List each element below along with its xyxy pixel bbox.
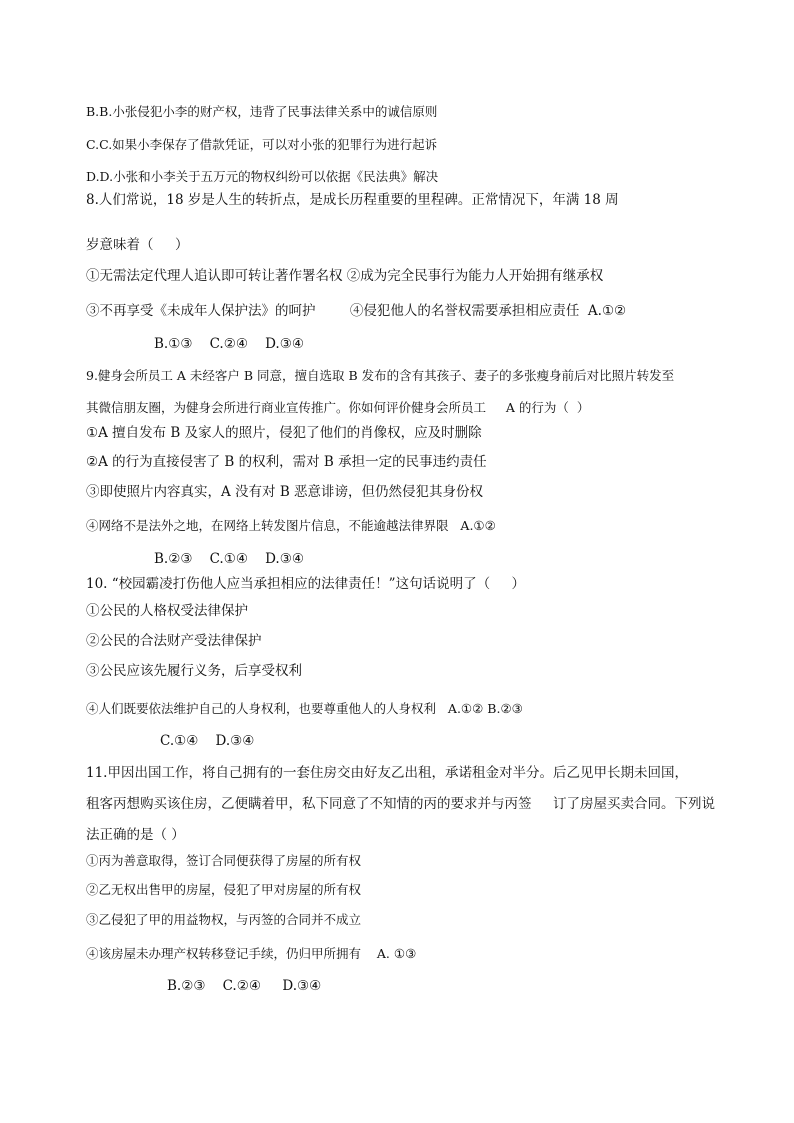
question-11-choice-2: ②乙无权出售甲的房屋，侵犯了甲对房屋的所有权 — [86, 882, 362, 897]
question-10-choice-1: ①公民的人格权受法律保护 — [86, 603, 248, 619]
question-9-choice-3: ③即使照片内容真实，A 没有对 B 恶意诽谤，但仍然侵犯其身份权 — [86, 484, 484, 500]
question-8-choice-3-4: ③不再享受《未成年人保护法》的呵护 ④侵犯他人的名誉权需要承担相应责任 A.①② — [86, 303, 627, 319]
question-10-choice-2: ②公民的合法财产受法律保护 — [86, 633, 262, 649]
question-8-choice-1-2: ①无需法定代理人追认即可转让著作署名权 ②成为完全民事行为能力人开始拥有继承权 — [86, 268, 604, 284]
question-8-stem-cont: 岁意味着（ ） — [86, 237, 189, 253]
question-10-stem: 10. “校园霸凌打伤他人应当承担相应的法律责任！”这句话说明了（ ） — [86, 576, 526, 592]
question-10-choice-4: ④人们既要依法维护自己的人身权利，也要尊重他人的人身权利 A.①② B.②③ — [86, 701, 523, 716]
question-10-options: C.①④ D.③④ — [160, 733, 255, 749]
question-9-choice-4: ④网络不是法外之地，在网络上转发图片信息，不能逾越法律界限 A.①② — [86, 518, 496, 533]
question-11-choice-1: ①丙为善意取得，签订合同便获得了房屋的所有权 — [86, 853, 362, 868]
question-9-options: B.②③ C.①④ D.③④ — [154, 551, 304, 567]
question-9-stem: 9.健身会所员工 A 未经客户 B 同意，擅自选取 B 发布的含有其孩子、妻子的多张瘦身前后对比照片转发至 — [86, 368, 675, 383]
question-8-options: B.①③ C.②④ D.③④ — [154, 336, 304, 352]
option-8b: B.B.小张侵犯小李的财产权，违背了民事法律关系中的诚信原则 — [86, 104, 438, 119]
question-8-stem: 8.人们常说，18 岁是人生的转折点，是成长历程重要的里程碑。正常情况下，年满 18 周 — [86, 192, 619, 208]
question-11-stem: 11.甲因出国工作，将自己拥有的一套住房交由好友乙出租，承诺租金对半分。后乙见甲长期未回国， — [86, 765, 688, 781]
option-8c: C.C.如果小李保存了借款凭证，可以对小张的犯罪行为进行起诉 — [86, 137, 438, 152]
question-9-choice-1: ①A 擅自发布 B 及家人的照片，侵犯了他们的肖像权，应及时删除 — [86, 425, 482, 441]
question-11-stem-cont: 租客丙想购买该住房，乙便瞒着甲，私下同意了不知情的丙的要求并与丙签 订了房屋买卖合同。下列说 — [86, 796, 715, 812]
question-11-stem-end: 法正确的是（ ） — [86, 827, 185, 843]
question-11-choice-4: ④该房屋未办理产权转移登记手续，仍归甲所拥有 A. ①③ — [86, 946, 417, 961]
question-11-options: B.②③ C.②④ D.③④ — [167, 978, 322, 994]
option-8d: D.D.小张和小李关于五万元的物权纠纷可以依据《民法典》解决 — [86, 169, 439, 184]
question-9-stem-cont: 其微信朋友圈，为健身会所进行商业宣传推广。你如何评价健身会所员工 A 的行为（ ） — [86, 400, 590, 415]
question-9-choice-2: ②A 的行为直接侵害了 B 的权利，需对 B 承担一定的民事违约责任 — [86, 454, 487, 470]
question-11-choice-3: ③乙侵犯了甲的用益物权，与丙签的合同并不成立 — [86, 912, 362, 927]
question-10-choice-3: ③公民应该先履行义务，后享受权利 — [86, 663, 302, 679]
